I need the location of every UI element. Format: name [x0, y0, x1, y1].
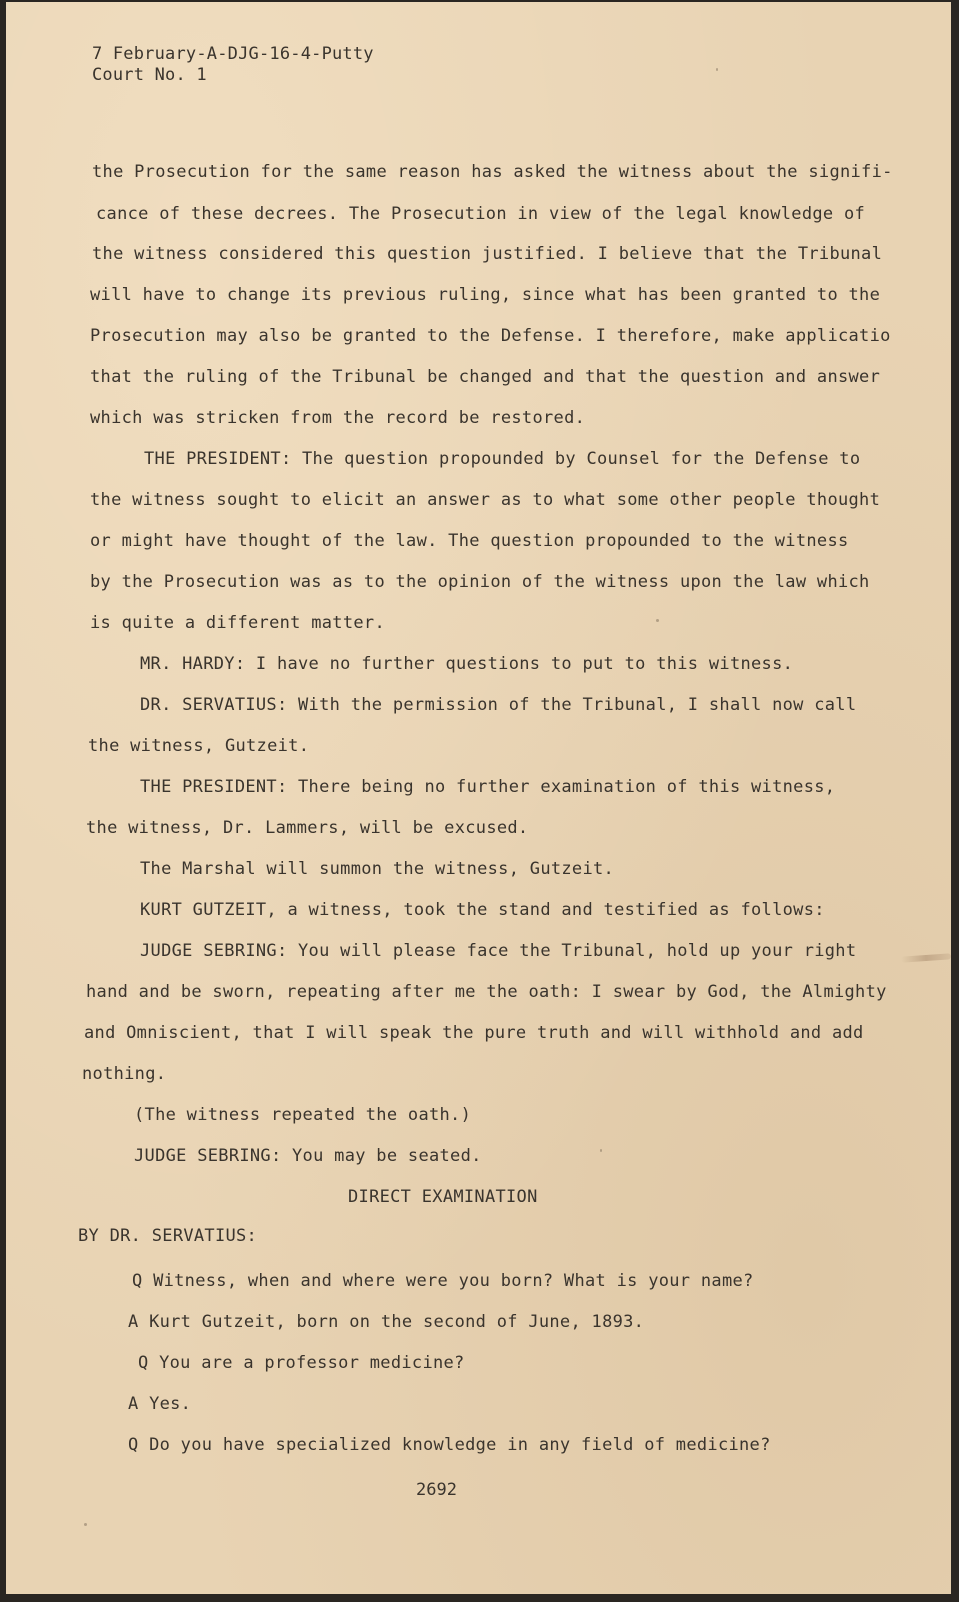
question-line: Q Do you have specialized knowledge in any field of medicine?: [128, 1435, 771, 1455]
transcript-line: cance of these decrees. The Prosecution in view of the legal knowledge of: [96, 204, 866, 224]
paper-speck: [600, 1149, 602, 1152]
transcript-line: will have to change its previous ruling, since what has been granted to the: [90, 285, 881, 305]
document-page: [6, 2, 951, 1594]
answer-line: A Yes.: [128, 1394, 192, 1414]
page-header: [92, 44, 374, 86]
examiner-line: BY DR. SERVATIUS:: [78, 1226, 258, 1246]
transcript-line: or might have thought of the law. The question propounded to the witness: [90, 531, 849, 551]
transcript-line: The Marshal will summon the witness, Gutzeit.: [140, 859, 615, 879]
page-number: 2692: [416, 1480, 457, 1500]
paper-speck: [656, 619, 659, 622]
header-date-code: 7 February-A-DJG-16-4-Putty: [92, 44, 374, 64]
transcript-line: KURT GUTZEIT, a witness, took the stand and testified as follows:: [140, 900, 825, 920]
transcript-line: MR. HARDY: I have no further questions to put to this witness.: [140, 654, 794, 674]
transcript-line: JUDGE SEBRING: You may be seated.: [134, 1146, 482, 1166]
transcript-line: the witness, Gutzeit.: [88, 736, 310, 756]
transcript-line: Prosecution may also be granted to the Defense. I therefore, make applicatio: [90, 326, 891, 346]
transcript-line: JUDGE SEBRING: You will please face the Tribunal, hold up your right: [140, 941, 857, 961]
paper-speck: [84, 1523, 87, 1526]
transcript-line: that the ruling of the Tribunal be changed and that the question and answer: [90, 367, 881, 387]
transcript-line: the Prosecution for the same reason has asked the witness about the signifi-: [92, 162, 893, 182]
question-line: Q Witness, when and where were you born? What is your name?: [132, 1271, 754, 1291]
transcript-line: (The witness repeated the oath.): [134, 1105, 472, 1125]
paper-speck: [716, 68, 718, 71]
transcript-line: nothing.: [82, 1064, 167, 1084]
transcript-line: is quite a different matter.: [90, 613, 385, 633]
transcript-line: hand and be sworn, repeating after me the oath: I swear by God, the Almighty: [86, 982, 887, 1002]
transcript-line: DR. SERVATIUS: With the permission of the Tribunal, I shall now call: [140, 695, 857, 715]
transcript-line: the witness, Dr. Lammers, will be excused.: [86, 818, 529, 838]
paper-smudge: [901, 953, 951, 962]
transcript-line: which was stricken from the record be restored.: [90, 408, 586, 428]
header-court: Court No. 1: [92, 65, 207, 85]
transcript-line: THE PRESIDENT: There being no further examination of this witness,: [140, 777, 836, 797]
section-heading: DIRECT EXAMINATION: [348, 1187, 538, 1207]
answer-line: A Kurt Gutzeit, born on the second of June, 1893.: [128, 1312, 645, 1332]
question-line: Q You are a professor medicine?: [138, 1353, 465, 1373]
transcript-line: and Omniscient, that I will speak the pure truth and will withhold and add: [84, 1023, 864, 1043]
transcript-line: the witness sought to elicit an answer as to what some other people thought: [90, 490, 881, 510]
transcript-line: the witness considered this question justified. I believe that the Tribunal: [92, 244, 883, 264]
transcript-line: THE PRESIDENT: The question propounded by Counsel for the Defense to: [144, 449, 861, 469]
transcript-line: by the Prosecution was as to the opinion of the witness upon the law which: [90, 572, 870, 592]
